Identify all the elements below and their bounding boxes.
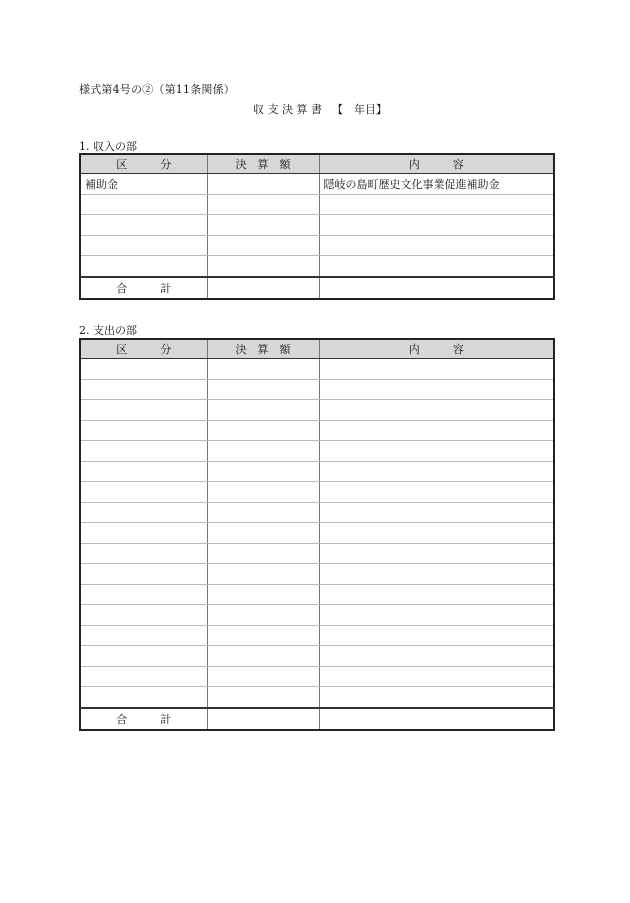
category-cell[interactable] — [80, 379, 207, 400]
total-description-cell[interactable] — [319, 277, 554, 299]
table-row — [80, 482, 554, 503]
category-cell[interactable] — [80, 523, 207, 544]
title-year: 【 年目】 — [332, 103, 387, 116]
table-row — [80, 235, 554, 256]
description-cell[interactable] — [319, 441, 554, 462]
table-row — [80, 359, 554, 380]
form-number: 様式第4号の②（第11条関係） — [79, 83, 235, 96]
category-cell[interactable] — [80, 502, 207, 523]
description-cell[interactable] — [319, 256, 554, 277]
expense-section-label: 2. 支出の部 — [79, 324, 137, 337]
description-cell[interactable] — [319, 666, 554, 687]
table-row — [80, 646, 554, 667]
category-cell[interactable] — [80, 605, 207, 626]
amount-cell[interactable] — [207, 646, 319, 667]
amount-cell[interactable] — [207, 174, 319, 195]
description-cell[interactable] — [319, 461, 554, 482]
amount-cell[interactable] — [207, 400, 319, 421]
description-cell[interactable] — [319, 625, 554, 646]
amount-cell[interactable] — [207, 687, 319, 708]
table-row — [80, 461, 554, 482]
table-row — [80, 523, 554, 544]
total-label: 合 計 — [80, 708, 207, 730]
description-cell[interactable] — [319, 584, 554, 605]
amount-cell[interactable] — [207, 256, 319, 277]
header-amount: 決 算 額 — [207, 154, 319, 174]
title-text: 収 支 決 算 書 — [253, 103, 322, 116]
description-cell[interactable] — [319, 543, 554, 564]
total-description-cell[interactable] — [319, 708, 554, 730]
category-cell[interactable] — [80, 215, 207, 236]
table-row — [80, 666, 554, 687]
table-row — [80, 215, 554, 236]
description-cell[interactable] — [319, 379, 554, 400]
description-cell[interactable] — [319, 400, 554, 421]
amount-cell[interactable] — [207, 502, 319, 523]
category-cell[interactable] — [80, 666, 207, 687]
total-row — [80, 708, 554, 730]
description-cell[interactable] — [319, 215, 554, 236]
amount-cell[interactable] — [207, 543, 319, 564]
expense-rows — [80, 359, 554, 730]
description-cell[interactable] — [319, 482, 554, 503]
income-table — [79, 153, 555, 300]
amount-cell[interactable] — [207, 584, 319, 605]
amount-cell[interactable] — [207, 379, 319, 400]
income-header-row — [80, 154, 554, 174]
category-cell[interactable] — [80, 564, 207, 585]
table-row — [80, 194, 554, 215]
amount-cell[interactable] — [207, 194, 319, 215]
category-cell[interactable] — [80, 400, 207, 421]
amount-cell[interactable] — [207, 461, 319, 482]
expense-header-row — [80, 339, 554, 359]
income-rows — [80, 174, 554, 299]
category-cell[interactable] — [80, 584, 207, 605]
header-category: 区 分 — [80, 339, 207, 359]
amount-cell[interactable] — [207, 482, 319, 503]
table-row — [80, 379, 554, 400]
description-cell[interactable] — [319, 564, 554, 585]
table-row — [80, 687, 554, 708]
description-cell[interactable] — [319, 687, 554, 708]
amount-cell[interactable] — [207, 235, 319, 256]
description-cell[interactable] — [319, 235, 554, 256]
amount-cell[interactable] — [207, 523, 319, 544]
header-category: 区 分 — [80, 154, 207, 174]
total-label: 合 計 — [80, 277, 207, 299]
table-row — [80, 605, 554, 626]
category-cell[interactable] — [80, 194, 207, 215]
category-cell[interactable] — [80, 482, 207, 503]
table-row — [80, 400, 554, 421]
table-row — [80, 584, 554, 605]
amount-cell[interactable] — [207, 605, 319, 626]
header-amount: 決 算 額 — [207, 339, 319, 359]
header-description: 内 容 — [319, 154, 554, 174]
category-cell[interactable] — [80, 646, 207, 667]
total-amount-cell[interactable] — [207, 277, 319, 299]
category-cell[interactable]: 補助金 — [80, 174, 207, 195]
total-row — [80, 277, 554, 299]
table-row — [80, 502, 554, 523]
category-cell[interactable] — [80, 461, 207, 482]
category-cell[interactable] — [80, 625, 207, 646]
category-cell[interactable] — [80, 543, 207, 564]
amount-cell[interactable] — [207, 666, 319, 687]
amount-cell[interactable] — [207, 215, 319, 236]
total-amount-cell[interactable] — [207, 708, 319, 730]
amount-cell[interactable] — [207, 564, 319, 585]
header-description: 内 容 — [319, 339, 554, 359]
description-cell[interactable] — [319, 194, 554, 215]
category-cell[interactable] — [80, 441, 207, 462]
description-cell[interactable] — [319, 420, 554, 441]
expense-table — [79, 338, 555, 731]
table-row — [80, 543, 554, 564]
table-row — [80, 174, 554, 195]
description-cell[interactable] — [319, 359, 554, 380]
description-cell[interactable] — [319, 646, 554, 667]
category-cell[interactable] — [80, 359, 207, 380]
table-row — [80, 564, 554, 585]
category-cell[interactable] — [80, 256, 207, 277]
table-row — [80, 441, 554, 462]
table-row — [80, 420, 554, 441]
amount-cell[interactable] — [207, 359, 319, 380]
income-section-label: 1. 収入の部 — [79, 140, 137, 153]
table-row — [80, 256, 554, 277]
table-row — [80, 625, 554, 646]
document-title — [0, 101, 630, 117]
category-cell[interactable] — [80, 687, 207, 708]
amount-cell[interactable] — [207, 441, 319, 462]
category-cell[interactable] — [80, 420, 207, 441]
amount-cell[interactable] — [207, 625, 319, 646]
description-cell[interactable] — [319, 605, 554, 626]
description-cell[interactable]: 隠岐の島町歴史文化事業促進補助金 — [319, 174, 554, 195]
description-cell[interactable] — [319, 523, 554, 544]
amount-cell[interactable] — [207, 420, 319, 441]
category-cell[interactable] — [80, 235, 207, 256]
description-cell[interactable] — [319, 502, 554, 523]
